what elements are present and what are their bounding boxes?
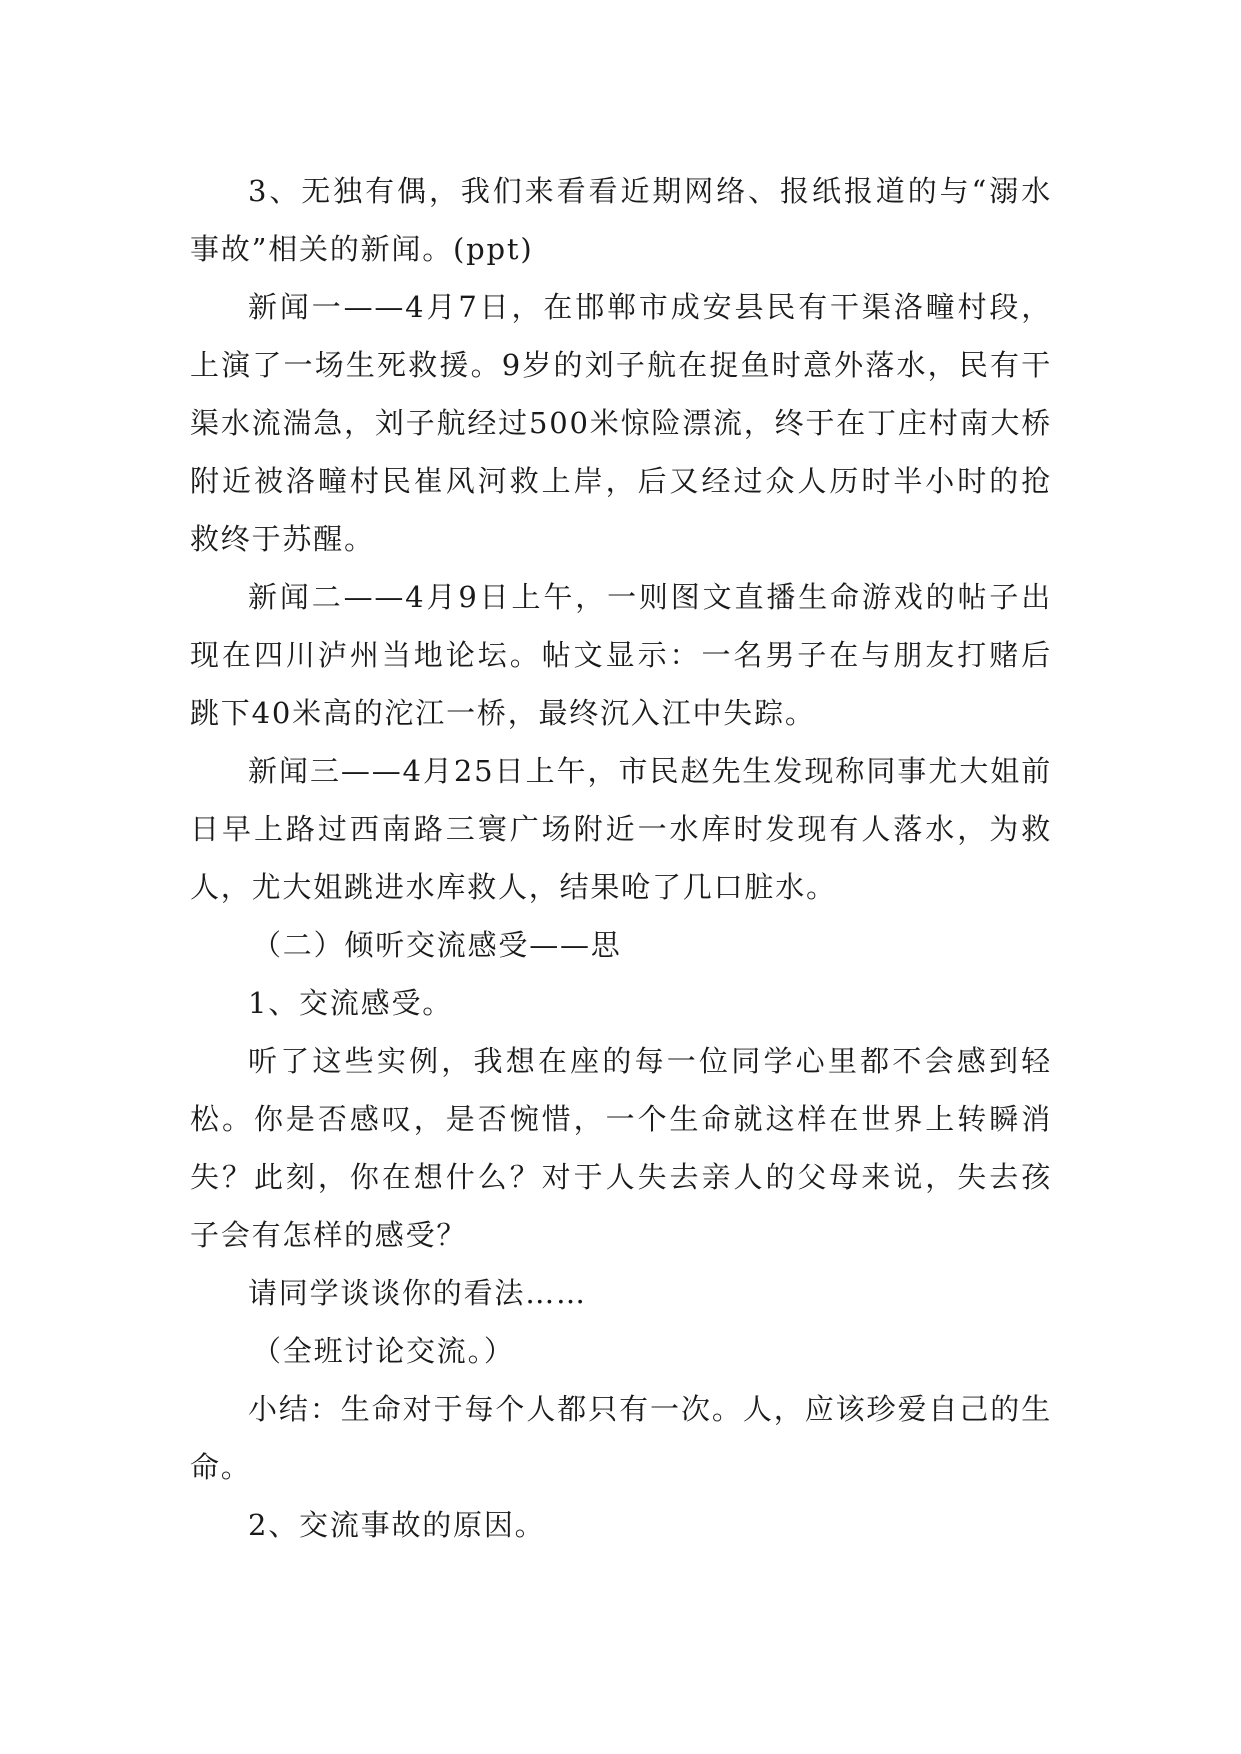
section-heading-listen-share: （二）倾听交流感受——思: [252, 928, 622, 962]
paragraph-news-one: 新闻一——4月7日，在邯郸市成安县民有干渠洛疃村段，上演了一场生死救援。9岁的刘子航在捉鱼时意外落水，民有干渠水流湍急，刘子航经过500米惊险漂流，终于在丁庄村南大桥附近被洛疃村民崔风河救上岸，后又经过众人历时半小时的抢救终于苏醒。: [190, 290, 1052, 556]
paragraph-accident-causes-heading: 2、交流事故的原因。: [248, 1508, 546, 1542]
paragraph-class-discussion: （全班讨论交流。）: [252, 1334, 515, 1368]
paragraph-news-three: 新闻三——4月25日上午，市民赵先生发现称同事尤大姐前日早上路过西南路三寰广场附近一水库时发现有人落水，为救人，尤大姐跳进水库救人，结果呛了几口脏水。: [190, 754, 1052, 904]
paragraph-news-two: 新闻二——4月9日上午，一则图文直播生命游戏的帖子出现在四川泸州当地论坛。帖文显示：一名男子在与朋友打赌后跳下40米高的沱江一桥，最终沉入江中失踪。: [190, 580, 1052, 730]
paragraph-reflection-questions: 听了这些实例，我想在座的每一位同学心里都不会感到轻松。你是否感叹，是否惋惜，一个生命就这样在世界上转瞬消失？此刻，你在想什么？对于人失去亲人的父母来说，失去孩子会有怎样的感受？: [190, 1044, 1052, 1252]
paragraph-summary: 小结：生命对于每个人都只有一次。人，应该珍爱自己的生命。: [190, 1392, 1052, 1484]
paragraph-invite-opinions: 请同学谈谈你的看法……: [248, 1276, 587, 1310]
paragraph-share-feelings-heading: 1、交流感受。: [248, 986, 454, 1020]
document-page: [190, 162, 1052, 1554]
paragraph-intro-news: 3、无独有偶，我们来看看近期网络、报纸报道的与“溺水事故”相关的新闻。(ppt): [190, 174, 1052, 266]
